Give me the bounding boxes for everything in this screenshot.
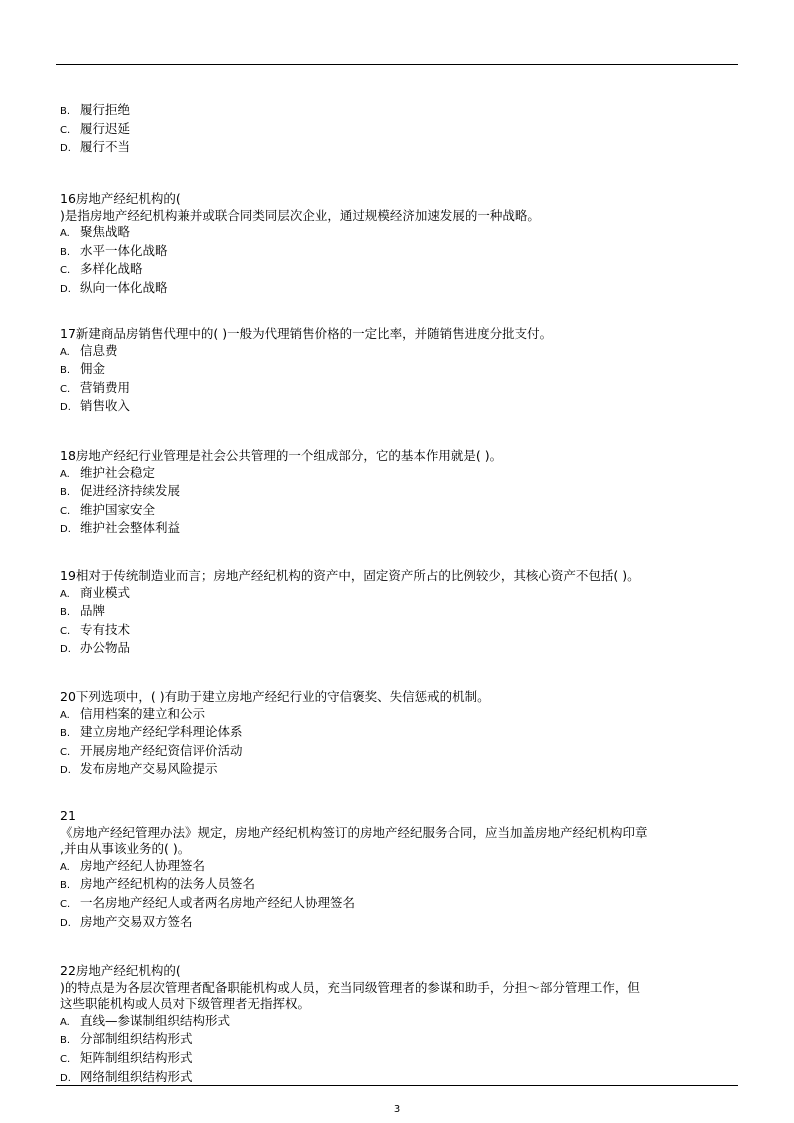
option-text: 维护社会整体利益 xyxy=(80,520,181,536)
option xyxy=(60,261,740,280)
option xyxy=(60,520,740,539)
option-text: 建立房地产经纪学科理论体系 xyxy=(80,724,243,740)
option xyxy=(60,876,740,895)
option-text: 房地产经纪机构的法务人员签名 xyxy=(80,876,256,892)
question-stem: 20下列选项中，( )有助于建立房地产经纪行业的守信褒奖、失信惩戒的机制。 xyxy=(60,689,490,704)
question-stem: 22房地产经纪机构的( xyxy=(60,963,181,978)
option xyxy=(60,398,740,417)
question-stem: 18房地产经纪行业管理是社会公共管理的一个组成部分，它的基本作用就是( )。 xyxy=(60,448,503,463)
option-label: D. xyxy=(60,1072,71,1084)
option xyxy=(60,243,740,262)
option-text: 纵向一体化战略 xyxy=(80,279,168,295)
option-text: 履行拒绝 xyxy=(80,102,131,117)
option-label: A. xyxy=(60,588,70,600)
option-label: D. xyxy=(60,765,71,777)
option-text: 营销费用 xyxy=(80,379,131,395)
option-text: 开展房地产经纪资信评价活动 xyxy=(80,742,243,758)
option xyxy=(60,640,740,659)
option-text: 维护国家安全 xyxy=(80,501,156,517)
option-text: 佣金 xyxy=(80,361,106,377)
option-label: B. xyxy=(60,1035,71,1047)
option xyxy=(60,102,740,121)
option xyxy=(60,858,740,877)
option xyxy=(60,121,740,140)
option xyxy=(60,724,740,743)
option-label: C. xyxy=(60,124,71,136)
option-label: D. xyxy=(60,283,71,295)
option xyxy=(60,224,740,243)
option xyxy=(60,1031,740,1050)
question-stem: 19相对于传统制造业而言；房地产经纪机构的资产中，固定资产所占的比例较少，其核心资产不包括( )。 xyxy=(60,568,640,583)
option xyxy=(60,914,740,933)
option-text: 网络制组织结构形式 xyxy=(80,1068,193,1084)
question-stem: )是指房地产经纪机构兼并或联合同类同层次企业，通过规模经济加速发展的一种战略。 xyxy=(60,207,540,223)
option-label: B. xyxy=(60,607,71,619)
option-text: 专有技术 xyxy=(80,621,131,637)
option-label: B. xyxy=(60,880,71,892)
question-16 xyxy=(60,191,740,299)
option-text: 品牌 xyxy=(80,603,106,619)
option-label: D. xyxy=(60,524,71,536)
option-label: B. xyxy=(60,728,71,740)
option xyxy=(60,895,740,914)
option-label: B. xyxy=(60,246,71,258)
question-20 xyxy=(60,689,740,780)
option xyxy=(60,622,740,641)
option xyxy=(60,743,740,762)
question-stem: 21 xyxy=(60,808,76,823)
option-label: A. xyxy=(60,468,70,480)
option-text: 维护社会稳定 xyxy=(80,464,156,480)
option-text: 水平一体化战略 xyxy=(80,242,168,258)
option-text: 直线—参谋制组织结构形式 xyxy=(80,1012,231,1028)
option-label: D. xyxy=(60,143,71,155)
option-label: C. xyxy=(60,898,71,910)
option-text: 矩阵制组织结构形式 xyxy=(80,1049,193,1065)
question-stem: )的特点是为各层次管理者配备职能机构或人员，充当同级管理者的参谋和助手，分担～部分管理工作，但 xyxy=(60,979,640,995)
option-label: A. xyxy=(60,861,70,873)
option-label: A. xyxy=(60,709,70,721)
option xyxy=(60,380,740,399)
page-number: 3 xyxy=(393,1104,401,1115)
question-stem: 17新建商品房销售代理中的( )一般为代理销售价格的一定比率，并随销售进度分批支付。 xyxy=(60,326,553,341)
option xyxy=(60,706,740,725)
option xyxy=(60,280,740,299)
question-19 xyxy=(60,568,740,659)
option-text: 履行不当 xyxy=(80,139,131,155)
question-stem: 《房地产经纪管理办法》规定，房地产经纪机构签订的房地产经纪服务合同，应当加盖房地产经纪机构印章 xyxy=(60,824,648,840)
option-label: C. xyxy=(60,265,71,277)
option xyxy=(60,603,740,622)
option-text: 商业模式 xyxy=(80,584,131,600)
option-label: C. xyxy=(60,625,71,637)
option xyxy=(60,585,740,604)
option-text: 办公物品 xyxy=(80,640,131,656)
option-text: 销售收入 xyxy=(80,398,131,414)
option xyxy=(60,761,740,780)
option-label: B. xyxy=(60,106,71,117)
option-label: C. xyxy=(60,505,71,517)
question-stem: ,并由从事该业务的( )。 xyxy=(60,841,191,857)
option-label: C. xyxy=(60,1053,71,1065)
option-text: 一名房地产经纪人或者两名房地产经纪人协理签名 xyxy=(80,894,356,910)
option-text: 聚焦战略 xyxy=(80,224,131,240)
header-rule xyxy=(56,64,738,65)
option-label: B. xyxy=(60,365,71,377)
option-label: A. xyxy=(60,1016,70,1028)
question-18 xyxy=(60,448,740,539)
footer-rule xyxy=(56,1085,738,1086)
option xyxy=(60,1050,740,1069)
option-label: A. xyxy=(60,346,70,358)
question-22 xyxy=(60,963,740,1087)
option xyxy=(60,465,740,484)
option-text: 分部制组织结构形式 xyxy=(80,1031,193,1047)
option-text: 信用档案的建立和公示 xyxy=(80,705,206,721)
option-label: A. xyxy=(60,228,70,240)
option-text: 多样化战略 xyxy=(80,261,143,277)
option xyxy=(60,361,740,380)
option-text: 促进经济持续发展 xyxy=(80,483,181,499)
option-text: 房地产经纪人协理签名 xyxy=(80,857,206,873)
question-stem: 16房地产经纪机构的( xyxy=(60,191,181,206)
option-label: C. xyxy=(60,746,71,758)
question-stem: 这些职能机构或人员对下级管理者无指挥权。 xyxy=(60,996,311,1012)
option xyxy=(60,483,740,502)
question-17 xyxy=(60,326,740,417)
option-label: D. xyxy=(60,402,71,414)
option-text: 房地产交易双方签名 xyxy=(80,913,193,929)
option xyxy=(60,139,740,158)
option-label: D. xyxy=(60,644,71,656)
option-label: B. xyxy=(60,487,71,499)
option-label: C. xyxy=(60,383,71,395)
question-21 xyxy=(60,808,740,932)
option xyxy=(60,1013,740,1032)
option xyxy=(60,502,740,521)
carryover-options xyxy=(60,102,740,158)
option xyxy=(60,343,740,362)
option-text: 信息费 xyxy=(80,342,118,358)
option-text: 发布房地产交易风险提示 xyxy=(80,761,218,777)
option-label: D. xyxy=(60,917,71,929)
option-text: 履行迟延 xyxy=(80,120,131,136)
